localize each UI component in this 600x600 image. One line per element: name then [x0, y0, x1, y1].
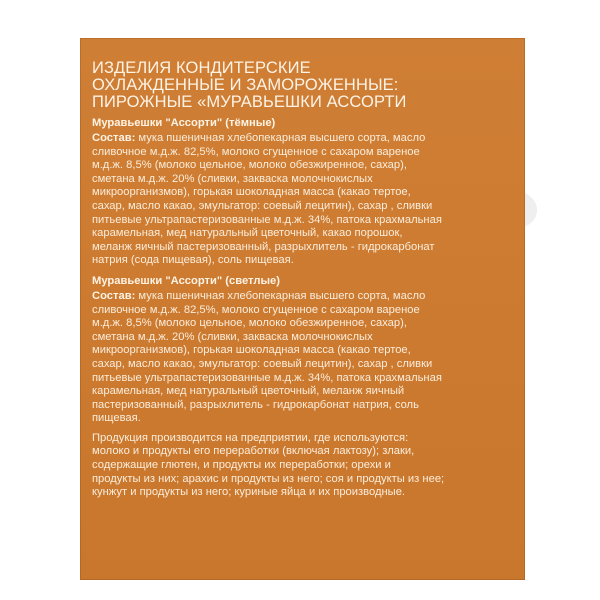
- composition-line: сливочное м.д.ж. 82,5%, молоко сгущенное с сахаром вареное: [92, 303, 420, 316]
- product-title-line: ОХЛАЖДЕННЫЕ И ЗАМОРОЖЕННЫЕ:: [92, 76, 399, 94]
- composition-line: карамельная, мед натуральный цветочный, какао порошок,: [92, 227, 403, 240]
- composition-line: м.д.ж. 8,5% (молоко цельное, молоко обезжиренное, сахар),: [92, 317, 407, 330]
- composition-line: пастеризованный, разрыхлитель - гидрокарбонат натрия, соль: [92, 398, 419, 411]
- composition-text: мука пшеничная хлебопекарная высшего сорта, масло: [135, 289, 426, 302]
- allergen-notice: [92, 432, 515, 500]
- allergen-line: Продукция производится на предприятии, где используются:: [92, 431, 409, 444]
- composition-label: Состав:: [92, 132, 136, 144]
- allergen-line: кунжут и продукты из него; куриные яйца и их производные.: [92, 486, 406, 499]
- composition-label: Состав:: [92, 289, 136, 302]
- composition-line: сахар, масло какао, эмульгатор: соевый лецитин), сахар , сливки: [92, 357, 433, 370]
- allergen-line: содержащие глютен, и продукты их переработки; орехи и: [92, 459, 391, 472]
- product-title-line: ИЗДЕЛИЯ КОНДИТЕРСКИЕ: [92, 59, 311, 77]
- product-title: [92, 60, 515, 111]
- composition-line: сметана м.д.ж. 20% (сливки, закваска молочнокислых: [92, 172, 373, 185]
- section-light-heading: Муравьешки "Ассорти" (светлые): [92, 274, 280, 287]
- section-dark-heading: Муравьешки "Ассорти" (тёмные): [92, 117, 276, 129]
- composition-line: сливочное м.д.ж. 82,5%, молоко сгущенное с сахаром вареное: [92, 145, 420, 158]
- composition-line: [92, 290, 515, 304]
- product-info-panel: [80, 38, 525, 580]
- section-light: [92, 274, 515, 426]
- composition-text: мука пшеничная хлебопекарная высшего сорта, масло: [135, 132, 426, 144]
- product-title-line: ПИРОЖНЫЕ «МУРАВЬЕШКИ АССОРТИ: [92, 93, 407, 111]
- composition-line: питьевые ультрапастеризованные м.д.ж. 34%, патока крахмальная: [92, 371, 442, 384]
- section-dark-composition: [92, 132, 515, 268]
- composition-line: сахар, масло какао, эмульгатор: соевый лецитин), сахар , сливки: [92, 199, 433, 212]
- section-dark: [92, 116, 515, 268]
- allergen-line: продукты из них; арахис и продукты из него; соя и продукты из нее;: [92, 472, 445, 485]
- composition-line: микроорганизмов), горькая шоколадная масса (какао тертое,: [92, 344, 411, 357]
- composition-line: меланж яичный пастеризованный, разрыхлитель - гидрокарбонат: [92, 240, 435, 253]
- composition-line: натрия (сода пищевая), соль пищевая.: [92, 254, 294, 267]
- section-light-composition: [92, 290, 515, 426]
- composition-line: [92, 132, 515, 146]
- composition-line: м.д.ж. 8,5% (молоко цельное, молоко обезжиренное, сахар),: [92, 159, 407, 172]
- composition-line: пищевая.: [92, 412, 141, 425]
- composition-line: карамельная, мед натуральный цветочный, меланж яичный: [92, 385, 405, 398]
- composition-line: питьевые ультрапастеризованные м.д.ж. 34%, патока крахмальная: [92, 213, 442, 226]
- composition-line: сметана м.д.ж. 20% (сливки, закваска молочнокислых: [92, 330, 373, 343]
- composition-line: микроорганизмов), горькая шоколадная масса (какао тертое,: [92, 186, 411, 199]
- allergen-line: молоко и продукты его переработки (включая лактозу); злаки,: [92, 445, 415, 458]
